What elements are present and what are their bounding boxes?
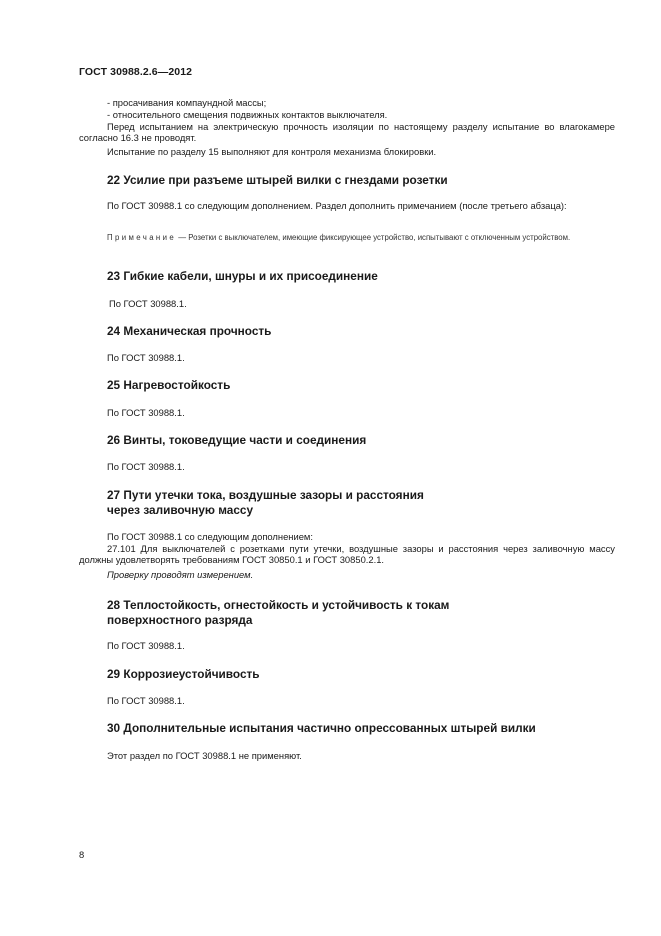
note-text: — Розетки с выключателем, имеющие фиксирующее устройство, испытывают с отключенным устройством. bbox=[176, 233, 571, 242]
paragraph: Этот раздел по ГОСТ 30988.1 не применяют. bbox=[107, 750, 302, 761]
section-heading-22: 22 Усилие при разъеме штырей вилки с гнездами розетки bbox=[107, 173, 448, 187]
section-heading-30: 30 Дополнительные испытания частично опрессованных штырей вилки bbox=[107, 721, 536, 735]
paragraph: По ГОСТ 30988.1. bbox=[107, 407, 185, 418]
paragraph: По ГОСТ 30988.1 со следующим дополнением: bbox=[107, 531, 313, 542]
section-heading-27-continued: через заливочную массу bbox=[107, 503, 254, 517]
paragraph: По ГОСТ 30988.1. bbox=[107, 352, 185, 363]
section-heading-26: 26 Винты, токоведущие части и соединения bbox=[107, 433, 367, 447]
note-label: Примечание bbox=[107, 233, 177, 242]
bullet-item: - просачивания компаундной массы; bbox=[107, 97, 267, 108]
paragraph: По ГОСТ 30988.1. bbox=[107, 640, 185, 651]
paragraph: 27.101 Для выключателей с розетками пути утечки, воздушные зазоры и расстояния через заливочную массу должны удовлетворять требованиям ГОСТ 30850.1 и ГОСТ 30850.2.1. bbox=[79, 543, 615, 566]
paragraph: Испытание по разделу 15 выполняют для контроля механизма блокировки. bbox=[107, 146, 437, 157]
section-heading-25: 25 Нагревостойкость bbox=[107, 378, 231, 392]
document-header-title: ГОСТ 30988.2.6—2012 bbox=[79, 66, 193, 78]
bullet-item: - относительного смещения подвижных контактов выключателя. bbox=[107, 109, 388, 120]
paragraph: Перед испытанием на электрическую прочность изоляции по настоящему разделу испытание во влагокамере согласно 16.3 не проводят. bbox=[79, 121, 615, 144]
section-heading-28-continued: поверхностного разряда bbox=[107, 613, 253, 627]
paragraph-italic: Проверку проводят измерением. bbox=[107, 569, 254, 580]
section-heading-27: 27 Пути утечки тока, воздушные зазоры и расстояния bbox=[107, 488, 424, 502]
paragraph: По ГОСТ 30988.1. bbox=[109, 298, 187, 309]
paragraph: По ГОСТ 30988.1 со следующим дополнением. Раздел дополнить примечанием (после третьего абзаца): bbox=[107, 200, 567, 211]
paragraph: По ГОСТ 30988.1. bbox=[107, 461, 185, 472]
page-number: 8 bbox=[79, 849, 85, 860]
section-heading-24: 24 Механическая прочность bbox=[107, 324, 272, 338]
paragraph: По ГОСТ 30988.1. bbox=[107, 695, 185, 706]
note-paragraph bbox=[79, 232, 615, 243]
section-heading-28: 28 Теплостойкость, огнестойкость и устойчивость к токам bbox=[107, 598, 450, 612]
section-heading-23: 23 Гибкие кабели, шнуры и их присоединение bbox=[107, 269, 378, 283]
section-heading-29: 29 Коррозиеустойчивость bbox=[107, 667, 260, 681]
